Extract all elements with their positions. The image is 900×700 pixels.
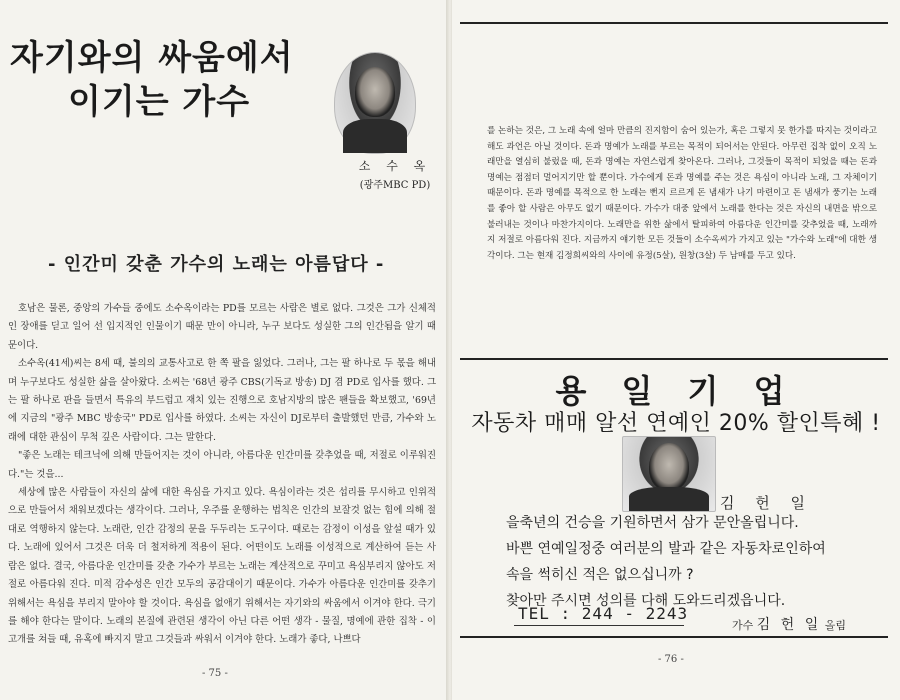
ad-telephone: TEL : 244 - 2243 (518, 604, 689, 623)
ad-message (506, 510, 876, 614)
ad-signature-prefix: 가수 (732, 619, 754, 632)
ad-message-line: 바쁜 연예일정중 여러분의 발과 같은 자동차로인하여 (506, 541, 826, 557)
ad-message-line: 찾아만 주시면 성의를 다해 도와드리겠읍니다. (506, 593, 786, 609)
paragraph: 세상에 많은 사람들이 자신의 삶에 대한 욕심을 가지고 있다. 욕심이라는 것은 섭리를 무시하고 인위적으로 만들어서 채워보겠다는 생각이다. 그러나, 우주를 운행하는 법칙은 인간의 보잘것 없는 힘에 의해 절대로 역행하지 않는다. 노래란, 인간 감정의 문을 두두리는 도구이다. 때로는 감정이 이성을 앞설 때가 있다. 노래에 있어서 그것은 더욱 더 철저하게 적용이 된다. 어떤이도 노래를 이성적으로 계산하여 듣는 사람은 없다. 결국, 아름다운 인간미를 갖춘 가수가 부르는 노래는 계산적으로 꾸미고 욕심부리지 않아도 저절로 아름다워 진다. 미적 감수성은 인간 모두의 공감대이기 때문이다. 가수가 아름다운 인간미를 갖추기 위해서는 욕심을 부리지 말아야 할 것이다. 욕심을 없애기 위해서는 자기와의 싸움에서 이겨야 한다. 극기를 해야 한다는 말이다. 노래의 본질에 관련된 생각이 아닌 다른 어떤 생각 - 물질, 명예에 관한 집착 - 이 고개를 쳐들 때, 유혹에 빠지지 말고 그것들과 싸워서 이겨야 한다. 노래가 좋다, 나쁘다 (8, 487, 436, 646)
paragraph: 를 논하는 것은, 그 노래 속에 얼마 만큼의 진지함이 숨어 있는가, 혹은 그렇지 못 한가를 따지는 것이라고 해도 과언은 아닐 것이다. 돈과 명예가 노래를 부르는 목적이 되어서는 안된다. 아무런 집착 없이 오직 노래만을 열심히 불렀을 때, 돈과 명예는 자연스럽게 찾아온다. 그러나, 그것들이 목적이 되었을 때는 돈과 명예는 점점더 멀어지기만 할 뿐이다. 가수에게 돈과 명예를 주는 것은 욕심이 아니라 노래, 그 자체이기 때문이다. 돈과 명예를 목적으로 한 노래는 뻔지 르르게 돈 냄새가 나기 마련이고 돈 냄새가 풍기는 노래를 좋아 할 사람은 아무도 없기 때문이다. 가수가 대중 앞에서 노래를 한다는 것은 자신의 내면을 밖으로 불러내는 것이나 마찬가지이다. 노래만을 위한 삶에서 탈피하여 아름다운 인간미를 갖추었을 때, 노래까지 저절로 아름다워 진다. 지금까지 얘기한 모든 것들이 소수옥씨가 가지고 있는 "가수와 노래"에 대한 생각이다. 그는 현재 김정희씨와의 사이에 유정(5살), 원창(3살) 두 남매를 두고 있다. (487, 126, 877, 261)
paragraph: 소수옥(41세)씨는 8세 때, 불의의 교통사고로 한 쪽 팔을 잃었다. 그러나, 그는 팔 하나로 두 몫을 해내며 누구보다도 성실한 삶을 살아왔다. 소씨는 '68년 광주 CBS(기독교 방송) DJ 겸 PD로 입사를 했다. 그는 팔 하나로 판을 들면서 특유의 부드럽고 재치 있는 진행으로 호남지방의 많은 팬들을 확보했고, '69년에 지금의 "광주 MBC 방송국" PD로 입사를 하였다. 소씨는 자신이 DJ로부터 출발했던 만큼, 가수와 노래에 대한 관심이 무척 깊은 사람이다. 그는 말한다. (8, 358, 436, 443)
author-affiliation: (광주MBC PD) (359, 180, 431, 191)
author-photo (334, 52, 416, 154)
ad-signature-suffix: 올림 (824, 619, 847, 632)
advertiser-name: 김 헌 일 (720, 494, 814, 512)
article-body-right (487, 124, 877, 264)
ad-message-line: 속을 썩히신 적은 없으십니까 ? (506, 567, 694, 583)
paragraph: "좋은 노래는 테크닉에 의해 만들어지는 것이 아니라, 아름다운 인간미를 갖추었을 때, 저절로 이루워진다."는 것을... (8, 450, 436, 480)
page-number: - 75 - (202, 668, 228, 679)
ad-company-name: 용 일 기 업 (555, 372, 797, 410)
ad-telephone-underline (514, 625, 684, 626)
article-title-line2: 이기는 가수 (68, 82, 251, 122)
right-page (452, 0, 900, 700)
article-title (10, 36, 330, 124)
ad-signature-name: 김 헌 일 (756, 617, 822, 633)
ad-bottom-rule (460, 636, 888, 638)
author-byline (340, 157, 448, 191)
author-name: 소 수 옥 (358, 159, 432, 173)
ad-signature (732, 614, 846, 634)
top-rule (460, 22, 888, 24)
page-number: - 76 - (658, 654, 684, 665)
ad-message-line: 을축년의 건승을 기원하면서 삼가 문안올립니다. (506, 515, 799, 531)
advertiser-photo (622, 436, 716, 512)
paragraph: 호남은 물론, 중앙의 가수들 중에도 소수옥이라는 PD를 모르는 사람은 별로 없다. 그것은 그가 신체적인 장애를 딛고 일어 선 입지적인 인물이기 때문 만이 아니라, 누구 보다도 성실한 그의 인간됨을 알기 때문이다. (8, 303, 436, 351)
ad-tagline: 자동차 매매 알선 연예인 20% 할인특혜 ! (471, 411, 881, 436)
article-subtitle: - 인간미 갖춘 가수의 노래는 아름답다 - (48, 254, 385, 275)
ad-top-rule (460, 358, 888, 360)
left-page (0, 0, 448, 700)
article-title-line1: 자기와의 싸움에서 (10, 38, 294, 78)
article-body-left (8, 300, 436, 650)
